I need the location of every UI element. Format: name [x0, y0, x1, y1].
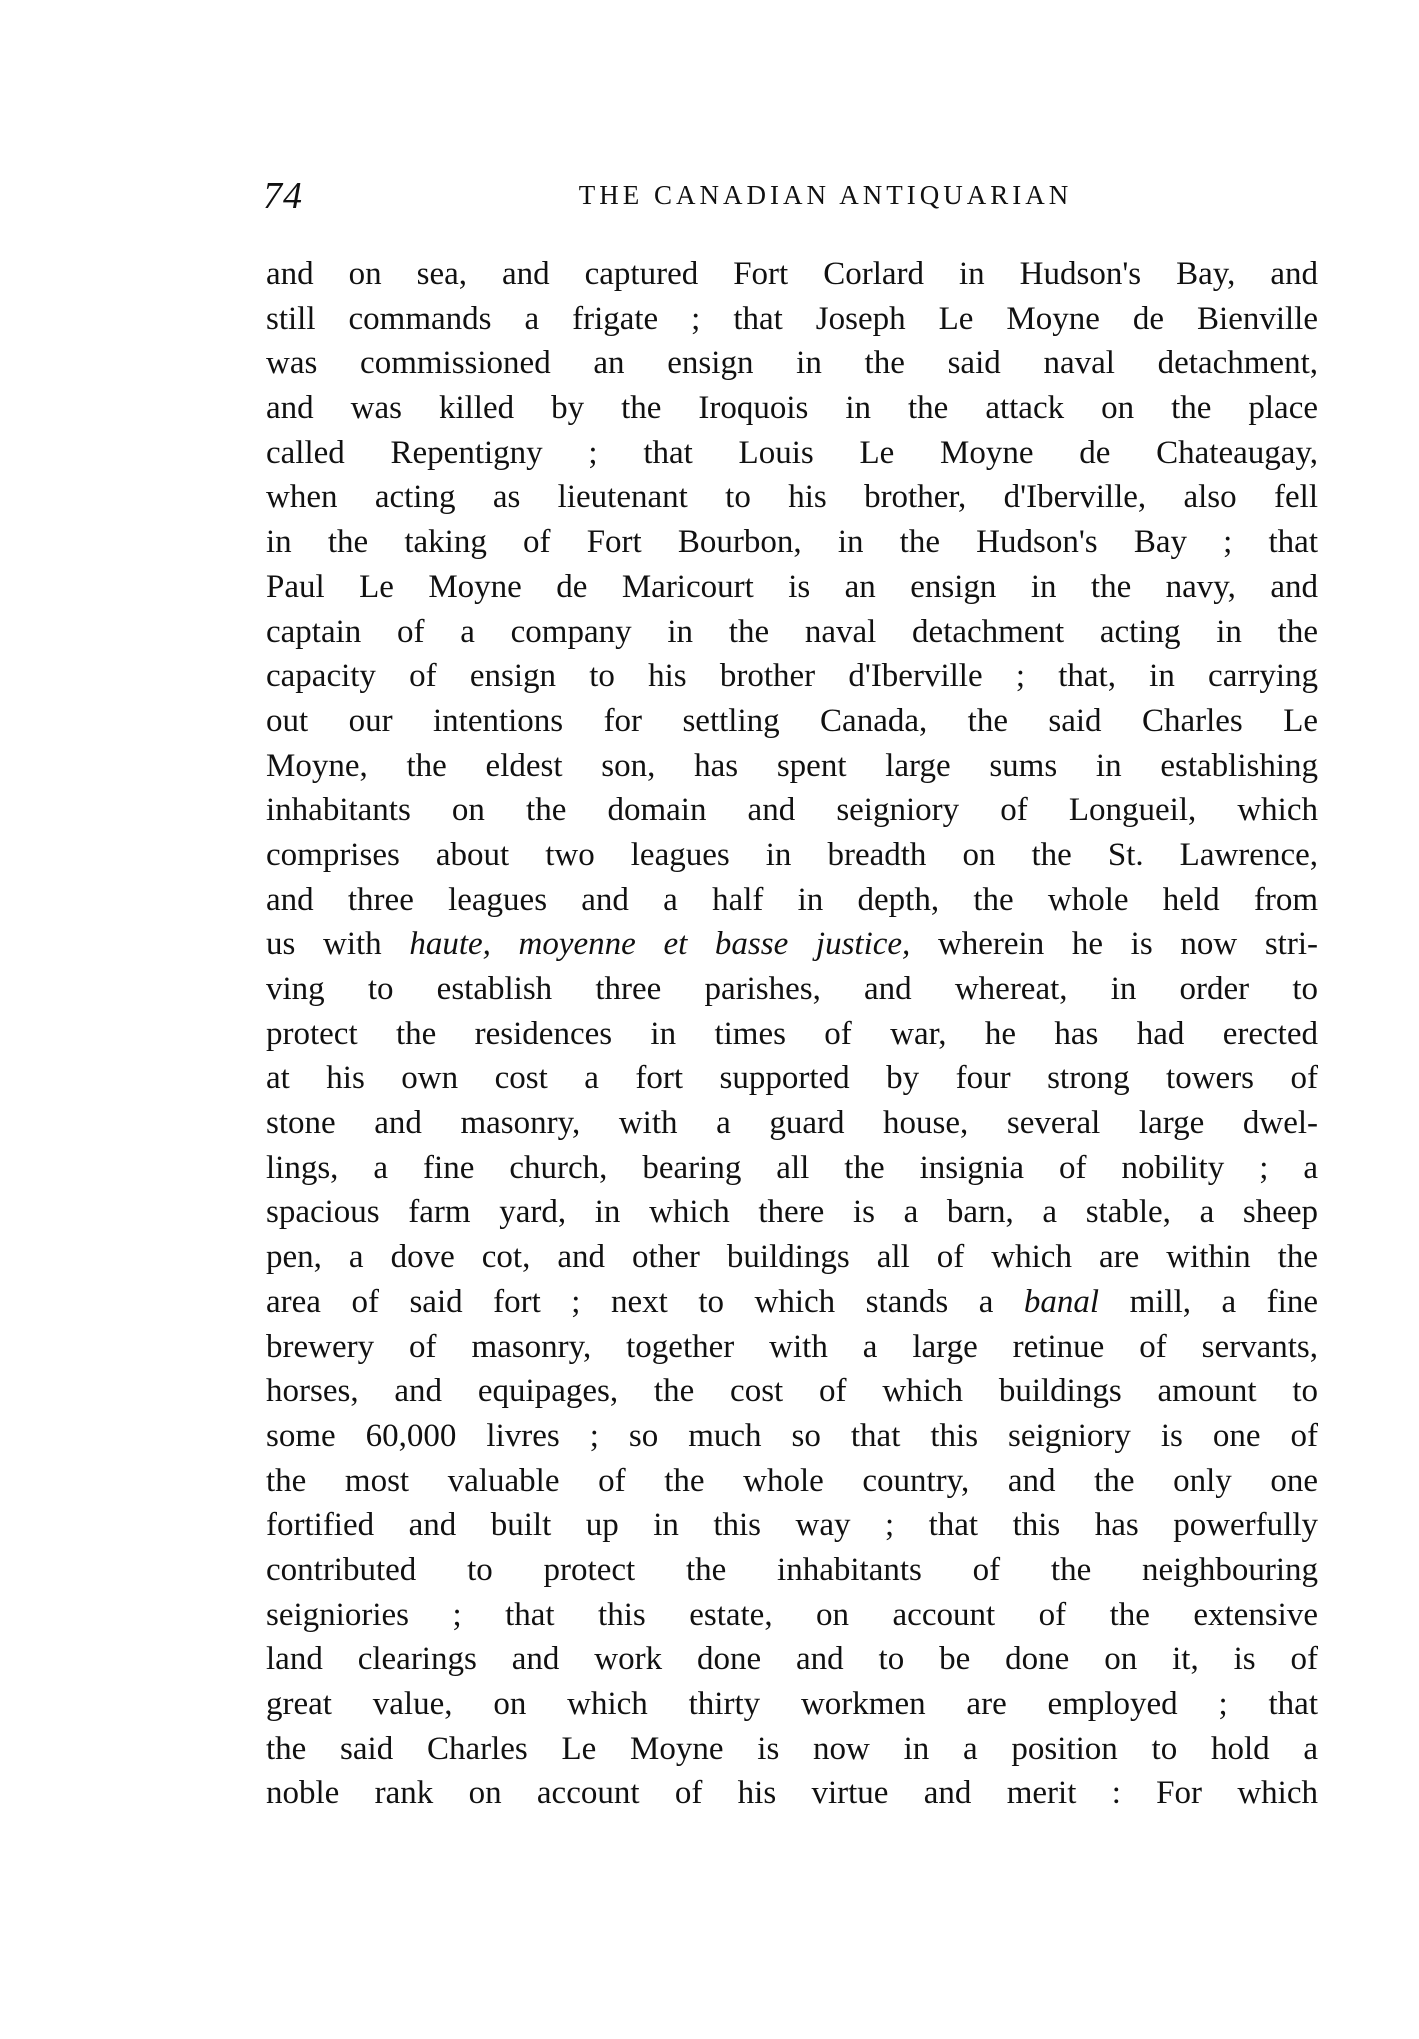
text-line: Paul Le Moyne de Maricourt is an ensign in the navy, and: [266, 568, 1318, 605]
text-line: still commands a frigate ; that Joseph Le Moyne de Bienville: [266, 300, 1318, 337]
text-line: [266, 922, 1318, 967]
text-line: stone and masonry, with a guard house, several large dwel-: [266, 1105, 1318, 1142]
text-line: land clearings and work done and to be done on it, is of: [266, 1641, 1318, 1678]
text-line: called Repentigny ; that Louis Le Moyne de Chateaugay,: [266, 434, 1318, 471]
text-line: comprises about two leagues in breadth on the St. Lawrence,: [266, 836, 1318, 873]
text-line: Moyne, the eldest son, has spent large sums in establishing: [266, 747, 1318, 784]
text-segment: us with: [266, 926, 410, 963]
running-title: THE CANADIAN ANTIQUARIAN: [578, 180, 1073, 210]
text-line: out our intentions for settling Canada, the said Charles Le: [266, 702, 1318, 739]
text-line: when acting as lieutenant to his brother, d'Iberville, also fell: [266, 479, 1318, 516]
text-line: horses, and equipages, the cost of which buildings amount to: [266, 1373, 1318, 1410]
text-line: the said Charles Le Moyne is now in a position to hold a: [266, 1730, 1318, 1767]
text-line: the most valuable of the whole country, and the only one: [266, 1462, 1318, 1499]
text-line: in the taking of Fort Bourbon, in the Hudson's Bay ; that: [266, 524, 1318, 561]
text-line: noble rank on account of his virtue and merit : For which: [266, 1775, 1318, 1812]
text-line: and three leagues and a half in depth, the whole held from: [266, 881, 1318, 918]
text-line: fortified and built up in this way ; that this has powerfully: [266, 1507, 1318, 1544]
text-line: brewery of masonry, together with a large retinue of servants,: [266, 1328, 1318, 1365]
text-line: protect the residences in times of war, he has had erected: [266, 1015, 1318, 1052]
text-segment: wherein he is now stri-: [910, 926, 1318, 963]
page-header: [263, 168, 1328, 228]
text-line: was commissioned an ensign in the said naval detachment,: [266, 345, 1318, 382]
text-line: spacious farm yard, in which there is a barn, a stable, a sheep: [266, 1194, 1318, 1231]
text-line: and was killed by the Iroquois in the attack on the place: [266, 390, 1318, 427]
italic-word: banal: [1023, 1283, 1100, 1320]
text-line: lings, a fine church, bearing all the insignia of nobility ; a: [266, 1149, 1318, 1186]
text-line: captain of a company in the naval detachment acting in the: [266, 613, 1318, 650]
text-line: contributed to protect the inhabitants of the neighbouring: [266, 1551, 1318, 1588]
text-line: at his own cost a fort supported by four strong towers of: [266, 1060, 1318, 1097]
text-line: pen, a dove cot, and other buildings all of which are within the: [266, 1239, 1318, 1276]
body-text: [266, 252, 1318, 1816]
text-line: ving to establish three parishes, and whereat, in order to: [266, 971, 1318, 1007]
text-segment: mill, a fine: [1099, 1283, 1318, 1320]
italic-phrase: haute, moyenne et basse justice,: [409, 926, 911, 963]
text-line: seigniories ; that this estate, on account of the extensive: [266, 1596, 1318, 1633]
text-line: inhabitants on the domain and seigniory of Longueil, which: [266, 792, 1318, 829]
text-line: [266, 1280, 1318, 1325]
text-line: capacity of ensign to his brother d'Iberville ; that, in carrying: [266, 658, 1318, 695]
text-segment: area of said fort ; next to which stands a: [266, 1283, 1024, 1320]
text-line: and on sea, and captured Fort Corlard in Hudson's Bay, and: [266, 256, 1318, 292]
page-number: 74: [263, 175, 303, 217]
text-line: some 60,000 livres ; so much so that this seigniory is one of: [266, 1417, 1318, 1454]
text-line: great value, on which thirty workmen are employed ; that: [266, 1686, 1318, 1722]
